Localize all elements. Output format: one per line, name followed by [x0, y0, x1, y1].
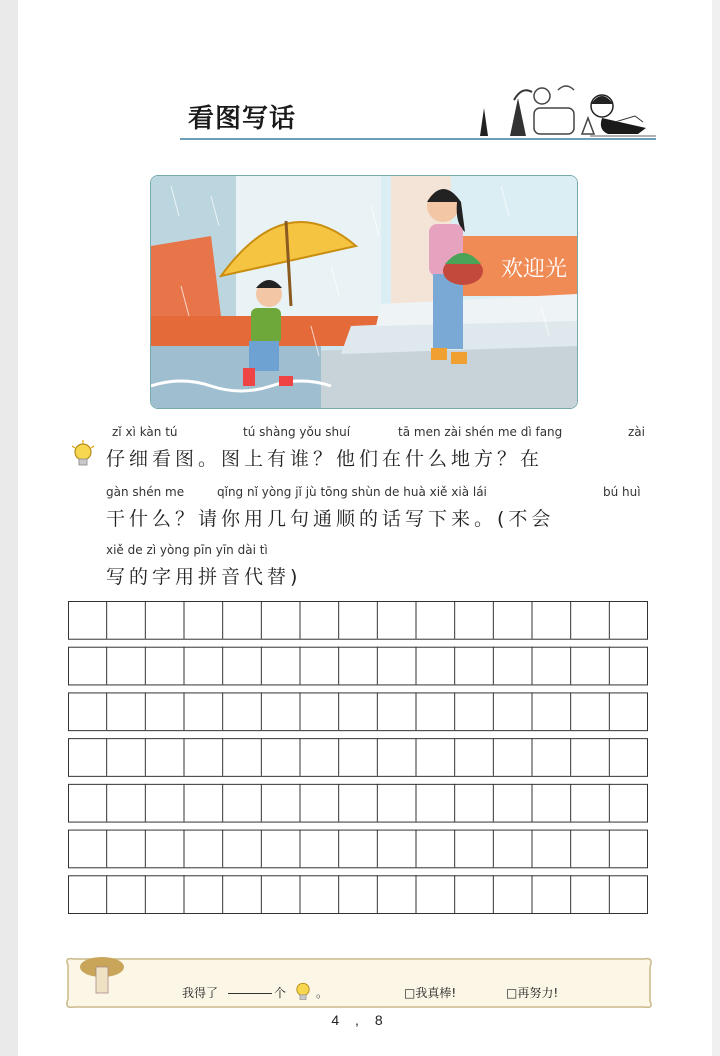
grid-row	[69, 647, 648, 685]
lightbulb-icon	[70, 440, 96, 468]
earned-suffix: 个	[274, 986, 287, 1000]
pinyin-word: bú huì	[603, 485, 641, 499]
grid-row	[69, 876, 648, 914]
footer-period: 。	[316, 986, 329, 1000]
pinyin-word: xiě de zì yòng pīn yīn dài tì	[106, 543, 268, 557]
writing-grid[interactable]	[68, 601, 648, 921]
earned-prefix: 我得了	[182, 986, 219, 1000]
footer-banner	[60, 955, 658, 1010]
pinyin-word: gàn shén me	[106, 485, 185, 499]
prompt-line-1: 仔细看图。图上有谁？他们在什么地方？在	[106, 448, 544, 470]
grid-row	[69, 693, 648, 731]
grid-row	[69, 739, 648, 777]
option-try-checkbox[interactable]: □再努力!	[506, 986, 559, 1000]
grid-row	[69, 784, 648, 822]
pinyin-word: tā men zài shén me dì fang	[398, 425, 563, 439]
page-number: 4 , 8	[331, 1012, 389, 1028]
pinyin-word: tú shàng yǒu shuí	[243, 425, 351, 439]
prompt-line-3: 写的字用拼音代替)	[106, 566, 302, 588]
pinyin-word: qǐng nǐ yòng jǐ jù tōng shùn de huà xiě xià lái	[217, 485, 487, 499]
grid-row	[69, 602, 648, 640]
lightbulb-icon	[293, 980, 313, 1002]
svg-text:欢迎光: 欢迎光	[501, 257, 568, 282]
kids-reading-illustration	[470, 78, 660, 140]
prompt-line-2: 干什么？请你用几句通顺的话写下来。(不会	[106, 508, 555, 530]
pinyin-word: zài	[628, 425, 645, 439]
scene-illustration	[150, 175, 578, 409]
page-edge-right	[712, 0, 720, 1056]
pinyin-word: zǐ xì kàn tú	[112, 425, 178, 439]
option-great-checkbox[interactable]: □我真棒!	[404, 986, 457, 1000]
grid-row	[69, 830, 648, 868]
page-title: 看图写话	[188, 104, 297, 134]
page-edge	[0, 0, 18, 1056]
earned-count-blank[interactable]	[228, 993, 272, 994]
